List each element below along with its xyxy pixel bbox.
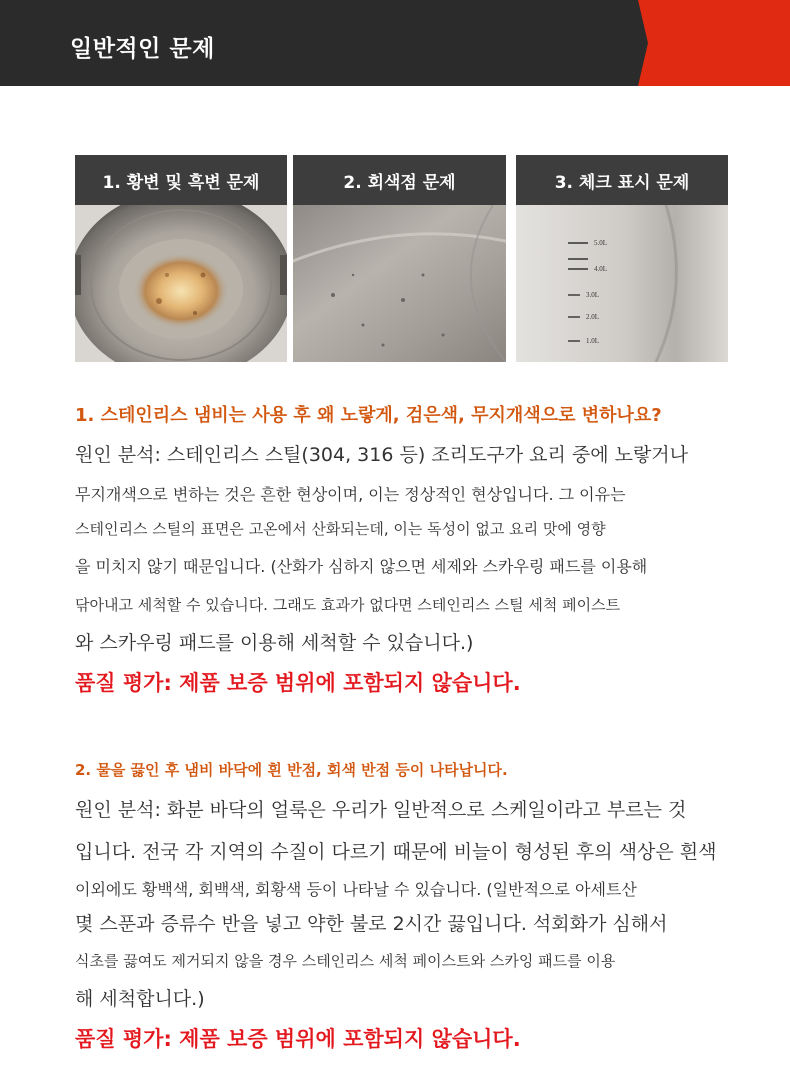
section1-line: 무지개색으로 변하는 것은 흔한 현상이며, 이는 정상적인 현상입니다. 그 이유는 — [75, 485, 626, 504]
section2-line: 해 세척합니다.) — [75, 988, 205, 1010]
section1-line: 을 미치지 않기 때문입니다. (산화가 심하지 않으면 세제와 스카우링 패드를 이용해 — [75, 557, 648, 576]
header-accent-shape — [638, 0, 790, 86]
section2-line: 식초를 끓여도 제거되지 않을 경우 스테인리스 세척 페이스트와 스카잉 패드를 이용 — [75, 952, 616, 970]
section2-line: 이외에도 황백색, 회백색, 회황색 등이 나타날 수 있습니다. (일반적으로 아세트산 — [75, 880, 637, 899]
card-yellowing — [75, 155, 287, 362]
section1-line: 원인 분석: 스테인리스 스틸(304, 316 등) 조리도구가 요리 중에 노랗거나 — [75, 444, 689, 466]
section2-verdict: 품질 평가: 제품 보증 범위에 포함되지 않습니다. — [75, 1027, 521, 1051]
section2-question: 2. 물을 끓인 후 냄비 바닥에 흰 반점, 회색 반점 등이 나타납니다. — [75, 761, 508, 779]
section1-question: 1. 스테인리스 냄비는 사용 후 왜 노랗게, 검은색, 무지개색으로 변하나요? — [75, 405, 662, 426]
card-label: 3. 체크 표시 문제 — [516, 155, 728, 205]
card-measurement-marks — [516, 155, 728, 362]
page-title: 일반적인 문제 — [70, 36, 215, 62]
mark-label: 1.0L — [586, 337, 600, 345]
measurement-marks-photo — [516, 205, 728, 362]
mark-label: 2.0L — [586, 313, 600, 321]
section2-line: 원인 분석: 화분 바닥의 얼룩은 우리가 일반적으로 스케일이라고 부르는 것 — [75, 799, 687, 821]
page-header — [0, 0, 790, 86]
mark-label: 3.0L — [586, 291, 600, 299]
card-label: 1. 황변 및 흑변 문제 — [75, 155, 287, 205]
card-label: 2. 회색점 문제 — [293, 155, 506, 205]
card-grey-spots — [293, 155, 506, 362]
section2-line: 입니다. 전국 각 지역의 수질이 다르기 때문에 비늘이 형성된 후의 색상은 흰색 — [75, 841, 717, 863]
section1-verdict: 품질 평가: 제품 보증 범위에 포함되지 않습니다. — [75, 671, 521, 695]
mark-label: 5.0L — [594, 239, 608, 247]
grey-spots-photo — [293, 205, 506, 362]
mark-label: 4.0L — [594, 265, 608, 273]
section1-line: 스테인리스 스틸의 표면은 고온에서 산화되는데, 이는 독성이 없고 요리 맛에 영향 — [75, 520, 606, 538]
section2-line: 몇 스푼과 증류수 반을 넣고 약한 불로 2시간 끓입니다. 석회화가 심해서 — [75, 913, 668, 935]
section1-line: 와 스카우링 패드를 이용해 세척할 수 있습니다.) — [75, 632, 474, 654]
section1-line: 닦아내고 세척할 수 있습니다. 그래도 효과가 없다면 스테인리스 스틸 세척 페이스트 — [75, 596, 621, 614]
stained-bowl-photo — [75, 205, 287, 362]
